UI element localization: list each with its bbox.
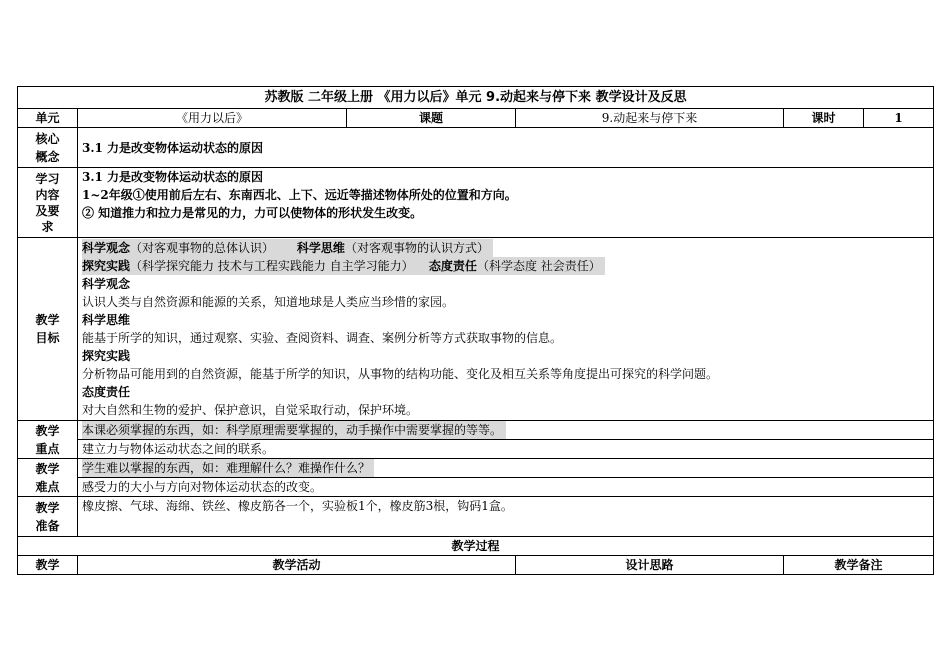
core-concept-label-1: 核心 [35,131,60,146]
learning-content-label-2: 内容 [35,187,60,202]
summary-heading-attitude: 态度责任 [428,259,477,273]
key-points-value-row [18,440,934,459]
summary-heading-practice: 探究实践 [82,259,131,273]
difficulties-hint [78,459,934,478]
objectives-summary-2 [82,257,605,275]
process-col-notes: 教学备注 [784,556,934,575]
unit-label: 单元 [18,109,78,128]
process-header-row [18,556,934,575]
key-points-value: 建立力与物体运动状态之间的联系。 [78,440,934,459]
header-row [18,109,934,128]
difficulties-value: 感受力的大小与方向对物体运动状态的改变。 [78,478,934,497]
core-concept-row [18,128,934,168]
objective-text-attitude: 对大自然和生物的爱护、保护意识，自觉采取行动，保护环境。 [82,403,419,417]
hours-label: 课时 [784,109,864,128]
process-title-row [18,537,934,556]
learning-content-line-1: 3.1 力是改变物体运动状态的原因 [82,170,264,184]
key-points-label-2: 重点 [35,441,60,456]
summary-text-thinking: （对客观事物的认识方式） [344,241,489,255]
process-col-design: 设计思路 [516,556,784,575]
objectives-value [78,238,934,421]
difficulties-label [18,459,78,497]
learning-content-label [18,168,78,238]
summary-text-practice: （科学探究能力 技术与工程实践能力 自主学习能力） [130,259,414,273]
document-title: 苏教版 二年级上册 《用力以后》单元 9.动起来与停下来 教学设计及反思 [18,87,934,109]
learning-content-label-1: 学习 [35,171,60,186]
objective-heading-attitude: 态度责任 [82,385,131,399]
summary-heading-concept: 科学观念 [82,241,131,255]
key-points-label [18,421,78,459]
difficulties-value-row [18,478,934,497]
difficulties-hint-text: 学生难以掌握的东西，如：难理解什么？难操作什么？ [82,459,374,477]
objective-text-practice: 分析物品可能用到的自然资源，能基于所学的知识，从事物的结构功能、变化及相互关系等角度提出可探究的科学问题。 [82,367,719,381]
objective-text-concept: 认识人类与自然资源和能源的关系，知道地球是人类应当珍惜的家园。 [82,295,455,309]
objectives-label-1: 教学 [35,313,60,327]
summary-text-concept: （对客观事物的总体认识） [130,241,275,255]
unit-value: 《用力以后》 [78,109,347,128]
core-concept-value: 3.1 力是改变物体运动状态的原因 [78,128,934,168]
difficulties-hint-row [18,459,934,478]
preparation-row [18,497,934,537]
objectives-summary-1 [82,239,493,257]
topic-label: 课题 [347,109,516,128]
key-points-label-1: 教学 [35,423,60,438]
topic-value: 9.动起来与停下来 [516,109,784,128]
process-col-activities: 教学活动 [78,556,516,575]
objective-text-thinking: 能基于所学的知识，通过观察、实验、查阅资料、调查、案例分析等方式获取事物的信息。 [82,331,563,345]
title-row [18,87,934,109]
process-title: 教学过程 [18,537,934,556]
objective-heading-thinking: 科学思维 [82,313,131,327]
objective-heading-concept: 科学观念 [82,277,131,291]
preparation-value: 橡皮擦、气球、海绵、铁丝、橡皮筋各一个，实验板1个，橡皮筋3根，钩码1盒。 [78,497,934,537]
learning-content-label-3: 及要 [35,203,60,218]
preparation-label-1: 教学 [35,500,60,515]
difficulties-label-2: 难点 [35,479,60,494]
learning-content-value [78,168,934,238]
lesson-plan-table [17,86,934,575]
objectives-row [18,238,934,421]
key-points-hint-text: 本课必须掌握的东西，如：科学原理需要掌握的，动手操作中需要掌握的等等。 [82,421,506,439]
process-col-teaching: 教学 [18,556,78,575]
learning-content-line-3: ② 知道推力和拉力是常见的力，力可以使物体的形状发生改变。 [82,206,423,220]
key-points-hint [78,421,934,440]
preparation-label [18,497,78,537]
summary-heading-thinking: 科学思维 [296,241,345,255]
key-points-hint-row [18,421,934,440]
hours-value: 1 [864,109,934,128]
learning-content-label-4: 求 [41,219,54,234]
core-concept-label [18,128,78,168]
objectives-label [18,238,78,421]
learning-content-row [18,168,934,238]
learning-content-line-2: 1~2年级①使用前后左右、东南西北、上下、远近等描述物体所处的位置和方向。 [82,188,517,202]
difficulties-label-1: 教学 [35,461,60,476]
objectives-label-2: 目标 [35,331,60,345]
summary-text-attitude: （科学态度 社会责任） [476,259,601,273]
core-concept-label-2: 概念 [35,149,60,164]
preparation-label-2: 准备 [35,518,60,533]
objective-heading-practice: 探究实践 [82,349,131,363]
